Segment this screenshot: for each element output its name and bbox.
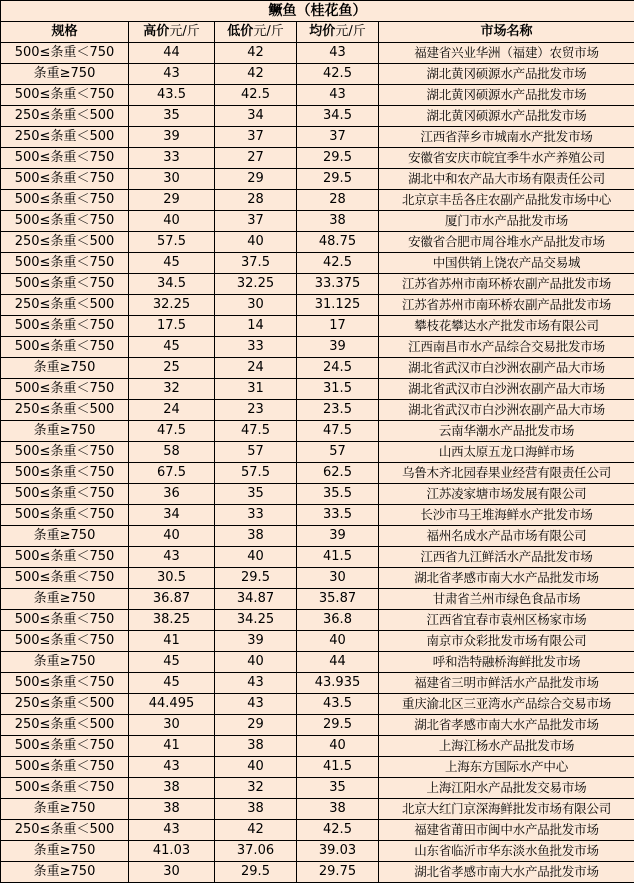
cell-avg-price: 43.5 <box>297 694 379 715</box>
cell-avg-price: 29.5 <box>297 715 379 736</box>
table-title: 鳜鱼（桂花鱼） <box>1 1 634 22</box>
cell-high-price: 30 <box>129 862 215 883</box>
table-row <box>1 778 634 799</box>
cell-high-price: 67.5 <box>129 463 215 484</box>
table-row <box>1 589 634 610</box>
cell-avg-price: 17 <box>297 316 379 337</box>
table-row <box>1 505 634 526</box>
cell-high-price: 57.5 <box>129 232 215 253</box>
cell-high-price: 36 <box>129 484 215 505</box>
table-row <box>1 337 634 358</box>
table-row <box>1 694 634 715</box>
cell-high-price: 45 <box>129 253 215 274</box>
header-avg-label: 均价 <box>309 24 336 39</box>
cell-spec: 250≤条重＜500 <box>1 232 129 253</box>
cell-market: 江西省萍乡市城南水产批发市场 <box>379 127 634 148</box>
cell-low-price: 32.25 <box>215 274 297 295</box>
cell-low-price: 23 <box>215 400 297 421</box>
cell-high-price: 41 <box>129 631 215 652</box>
cell-spec: 500≤条重＜750 <box>1 337 129 358</box>
cell-spec: 条重≥750 <box>1 589 129 610</box>
cell-high-price: 32 <box>129 379 215 400</box>
table-row <box>1 295 634 316</box>
cell-high-price: 45 <box>129 673 215 694</box>
cell-spec: 条重≥750 <box>1 862 129 883</box>
cell-spec: 500≤条重＜750 <box>1 379 129 400</box>
header-spec: 规格 <box>1 22 129 43</box>
cell-market: 中国供销上饶农产品交易城 <box>379 253 634 274</box>
cell-high-price: 43 <box>129 64 215 85</box>
cell-spec: 500≤条重＜750 <box>1 568 129 589</box>
cell-low-price: 30 <box>215 295 297 316</box>
cell-low-price: 37 <box>215 127 297 148</box>
cell-high-price: 43 <box>129 757 215 778</box>
cell-market: 湖北省孝感市南大水产品批发市场 <box>379 862 634 883</box>
cell-avg-price: 29.5 <box>297 148 379 169</box>
cell-avg-price: 48.75 <box>297 232 379 253</box>
cell-high-price: 30.5 <box>129 568 215 589</box>
cell-low-price: 40 <box>215 757 297 778</box>
cell-avg-price: 38 <box>297 799 379 820</box>
cell-spec: 500≤条重＜750 <box>1 316 129 337</box>
cell-low-price: 40 <box>215 232 297 253</box>
table-row <box>1 379 634 400</box>
cell-spec: 500≤条重＜750 <box>1 505 129 526</box>
cell-spec: 500≤条重＜750 <box>1 610 129 631</box>
cell-avg-price: 42.5 <box>297 253 379 274</box>
cell-low-price: 29.5 <box>215 862 297 883</box>
cell-market: 湖北省武汉市白沙洲农副产品大市场 <box>379 379 634 400</box>
cell-spec: 条重≥750 <box>1 358 129 379</box>
header-row <box>1 22 634 43</box>
cell-market: 山西太原五龙口海鲜市场 <box>379 442 634 463</box>
cell-high-price: 45 <box>129 652 215 673</box>
cell-high-price: 58 <box>129 442 215 463</box>
cell-high-price: 30 <box>129 169 215 190</box>
cell-market: 江西省九江鲜活水产品批发市场 <box>379 547 634 568</box>
cell-spec: 250≤条重＜500 <box>1 127 129 148</box>
cell-market: 北京京丰岳各庄农副产品批发市场中心 <box>379 190 634 211</box>
cell-high-price: 40 <box>129 526 215 547</box>
cell-spec: 250≤条重＜500 <box>1 694 129 715</box>
cell-high-price: 24 <box>129 400 215 421</box>
cell-high-price: 30 <box>129 715 215 736</box>
cell-avg-price: 39.03 <box>297 841 379 862</box>
cell-avg-price: 47.5 <box>297 421 379 442</box>
cell-low-price: 42 <box>215 43 297 64</box>
cell-low-price: 31 <box>215 379 297 400</box>
cell-low-price: 40 <box>215 547 297 568</box>
table-row <box>1 652 634 673</box>
cell-low-price: 28 <box>215 190 297 211</box>
cell-market: 福建省莆田市闽中水产品批发市场 <box>379 820 634 841</box>
cell-high-price: 17.5 <box>129 316 215 337</box>
cell-low-price: 38 <box>215 799 297 820</box>
cell-spec: 500≤条重＜750 <box>1 463 129 484</box>
cell-market: 重庆渝北区三亚湾水产品综合交易市场 <box>379 694 634 715</box>
cell-market: 厦门市水产品批发市场 <box>379 211 634 232</box>
cell-market: 湖北黄冈硕源水产品批发市场 <box>379 106 634 127</box>
cell-market: 安徽省安庆市皖宜季牛水产养殖公司 <box>379 148 634 169</box>
cell-high-price: 47.5 <box>129 421 215 442</box>
table-row <box>1 43 634 64</box>
cell-low-price: 32 <box>215 778 297 799</box>
cell-low-price: 39 <box>215 631 297 652</box>
cell-market: 攀枝花攀达水产批发市场有限公司 <box>379 316 634 337</box>
cell-high-price: 38 <box>129 799 215 820</box>
header-avg-price <box>297 22 379 43</box>
cell-spec: 500≤条重＜750 <box>1 442 129 463</box>
cell-market: 安徽省合肥市周谷堆水产品批发市场 <box>379 232 634 253</box>
cell-low-price: 42.5 <box>215 85 297 106</box>
cell-high-price: 43.5 <box>129 85 215 106</box>
cell-avg-price: 43 <box>297 85 379 106</box>
cell-high-price: 32.25 <box>129 295 215 316</box>
cell-market: 乌鲁木齐北园春果业经营有限责任公司 <box>379 463 634 484</box>
table-row <box>1 169 634 190</box>
cell-high-price: 35 <box>129 106 215 127</box>
table-row <box>1 421 634 442</box>
cell-avg-price: 43 <box>297 43 379 64</box>
cell-market: 湖北省孝感市南大水产品批发市场 <box>379 568 634 589</box>
cell-market: 上海江杨水产品批发市场 <box>379 736 634 757</box>
table-row <box>1 127 634 148</box>
header-high-price <box>129 22 215 43</box>
cell-market: 云南华潮水产品批发市场 <box>379 421 634 442</box>
cell-avg-price: 33.375 <box>297 274 379 295</box>
cell-market: 湖北省孝感市南大水产品批发市场 <box>379 715 634 736</box>
cell-avg-price: 34.5 <box>297 106 379 127</box>
cell-low-price: 43 <box>215 694 297 715</box>
cell-low-price: 37.5 <box>215 253 297 274</box>
cell-low-price: 29.5 <box>215 568 297 589</box>
table-row <box>1 610 634 631</box>
cell-low-price: 34.25 <box>215 610 297 631</box>
cell-low-price: 42 <box>215 820 297 841</box>
cell-market: 湖北中和农产品大市场有限责任公司 <box>379 169 634 190</box>
cell-spec: 250≤条重＜500 <box>1 715 129 736</box>
cell-low-price: 42 <box>215 64 297 85</box>
cell-market: 上海东方国际水产中心 <box>379 757 634 778</box>
cell-high-price: 44.495 <box>129 694 215 715</box>
cell-market: 北京大红门京深海鲜批发市场有限公司 <box>379 799 634 820</box>
cell-spec: 500≤条重＜750 <box>1 673 129 694</box>
table-row <box>1 400 634 421</box>
table-row <box>1 862 634 883</box>
cell-market: 上海江阳水产品批发交易市场 <box>379 778 634 799</box>
cell-spec: 250≤条重＜500 <box>1 400 129 421</box>
cell-high-price: 36.87 <box>129 589 215 610</box>
table-row <box>1 463 634 484</box>
cell-spec: 条重≥750 <box>1 421 129 442</box>
cell-avg-price: 41.5 <box>297 757 379 778</box>
cell-low-price: 38 <box>215 526 297 547</box>
cell-avg-price: 35.87 <box>297 589 379 610</box>
cell-high-price: 43 <box>129 547 215 568</box>
cell-market: 湖北省武汉市白沙洲农副产品大市场 <box>379 400 634 421</box>
table-row <box>1 715 634 736</box>
table-row <box>1 85 634 106</box>
cell-low-price: 38 <box>215 736 297 757</box>
cell-low-price: 35 <box>215 484 297 505</box>
cell-market: 江西省宜春市袁州区杨家市场 <box>379 610 634 631</box>
table-row <box>1 106 634 127</box>
table-row <box>1 673 634 694</box>
cell-low-price: 29 <box>215 715 297 736</box>
cell-avg-price: 31.5 <box>297 379 379 400</box>
table-row <box>1 190 634 211</box>
title-row <box>1 1 634 22</box>
cell-avg-price: 39 <box>297 526 379 547</box>
cell-avg-price: 62.5 <box>297 463 379 484</box>
cell-market: 长沙市马王堆海鲜水产批发市场 <box>379 505 634 526</box>
table-row <box>1 442 634 463</box>
cell-market: 南京市众彩批发市场有限公司 <box>379 631 634 652</box>
cell-market: 福建省兴业华洲（福建）农贸市场 <box>379 43 634 64</box>
table-row <box>1 631 634 652</box>
cell-spec: 500≤条重＜750 <box>1 211 129 232</box>
cell-high-price: 25 <box>129 358 215 379</box>
cell-avg-price: 42.5 <box>297 820 379 841</box>
cell-low-price: 37.06 <box>215 841 297 862</box>
cell-high-price: 44 <box>129 43 215 64</box>
table-row <box>1 526 634 547</box>
cell-high-price: 34 <box>129 505 215 526</box>
cell-low-price: 24 <box>215 358 297 379</box>
cell-avg-price: 40 <box>297 631 379 652</box>
cell-low-price: 47.5 <box>215 421 297 442</box>
cell-spec: 500≤条重＜750 <box>1 547 129 568</box>
cell-market: 湖北省武汉市白沙洲农副产品大市场 <box>379 358 634 379</box>
table-row <box>1 484 634 505</box>
cell-low-price: 14 <box>215 316 297 337</box>
cell-low-price: 33 <box>215 505 297 526</box>
cell-market: 山东省临沂市华东淡水鱼批发市场 <box>379 841 634 862</box>
cell-high-price: 43 <box>129 820 215 841</box>
cell-market: 呼和浩特融桥海鲜批发市场 <box>379 652 634 673</box>
table-row <box>1 757 634 778</box>
cell-avg-price: 44 <box>297 652 379 673</box>
cell-low-price: 37 <box>215 211 297 232</box>
cell-avg-price: 33.5 <box>297 505 379 526</box>
table-row <box>1 547 634 568</box>
table-row <box>1 841 634 862</box>
cell-market: 江苏省苏州市南环桥农副产品批发市场 <box>379 295 634 316</box>
cell-high-price: 34.5 <box>129 274 215 295</box>
table-row <box>1 358 634 379</box>
table-row <box>1 211 634 232</box>
header-high-unit: 元/斤 <box>169 24 200 39</box>
cell-avg-price: 41.5 <box>297 547 379 568</box>
cell-high-price: 45 <box>129 337 215 358</box>
cell-avg-price: 24.5 <box>297 358 379 379</box>
table-row <box>1 799 634 820</box>
cell-avg-price: 43.935 <box>297 673 379 694</box>
table-row <box>1 736 634 757</box>
cell-high-price: 38.25 <box>129 610 215 631</box>
cell-spec: 500≤条重＜750 <box>1 169 129 190</box>
table-row <box>1 568 634 589</box>
header-high-label: 高价 <box>143 24 170 39</box>
cell-market: 湖北黄冈硕源水产品批发市场 <box>379 64 634 85</box>
cell-high-price: 38 <box>129 778 215 799</box>
cell-low-price: 33 <box>215 337 297 358</box>
cell-avg-price: 39 <box>297 337 379 358</box>
cell-high-price: 39 <box>129 127 215 148</box>
table-row <box>1 274 634 295</box>
cell-spec: 条重≥750 <box>1 652 129 673</box>
cell-low-price: 34.87 <box>215 589 297 610</box>
cell-avg-price: 42.5 <box>297 64 379 85</box>
cell-avg-price: 57 <box>297 442 379 463</box>
cell-market: 江苏省苏州市南环桥农副产品批发市场 <box>379 274 634 295</box>
cell-low-price: 57.5 <box>215 463 297 484</box>
cell-spec: 500≤条重＜750 <box>1 274 129 295</box>
cell-spec: 500≤条重＜750 <box>1 253 129 274</box>
cell-avg-price: 40 <box>297 736 379 757</box>
cell-avg-price: 36.8 <box>297 610 379 631</box>
cell-market: 湖北黄冈硕源水产品批发市场 <box>379 85 634 106</box>
cell-low-price: 29 <box>215 169 297 190</box>
cell-avg-price: 35 <box>297 778 379 799</box>
cell-high-price: 29 <box>129 190 215 211</box>
cell-avg-price: 29.5 <box>297 169 379 190</box>
header-market: 市场名称 <box>379 22 634 43</box>
table-row <box>1 820 634 841</box>
cell-spec: 条重≥750 <box>1 64 129 85</box>
cell-spec: 条重≥750 <box>1 526 129 547</box>
cell-spec: 500≤条重＜750 <box>1 43 129 64</box>
cell-spec: 500≤条重＜750 <box>1 190 129 211</box>
cell-spec: 250≤条重＜500 <box>1 820 129 841</box>
table-row <box>1 232 634 253</box>
cell-avg-price: 28 <box>297 190 379 211</box>
table-row <box>1 148 634 169</box>
cell-avg-price: 31.125 <box>297 295 379 316</box>
table-row <box>1 64 634 85</box>
header-low-label: 低价 <box>227 24 254 39</box>
header-avg-unit: 元/斤 <box>335 24 366 39</box>
cell-low-price: 34 <box>215 106 297 127</box>
cell-high-price: 41.03 <box>129 841 215 862</box>
cell-low-price: 40 <box>215 652 297 673</box>
cell-avg-price: 35.5 <box>297 484 379 505</box>
cell-avg-price: 23.5 <box>297 400 379 421</box>
cell-market: 甘肃省兰州市绿色食品市场 <box>379 589 634 610</box>
header-low-price <box>215 22 297 43</box>
table-row <box>1 253 634 274</box>
cell-low-price: 43 <box>215 673 297 694</box>
cell-spec: 500≤条重＜750 <box>1 631 129 652</box>
table-row <box>1 316 634 337</box>
cell-avg-price: 37 <box>297 127 379 148</box>
cell-market: 江苏凌家塘市场发展有限公司 <box>379 484 634 505</box>
cell-market: 福州名成水产品市场有限公司 <box>379 526 634 547</box>
cell-spec: 条重≥750 <box>1 841 129 862</box>
cell-spec: 250≤条重＜500 <box>1 295 129 316</box>
cell-spec: 500≤条重＜750 <box>1 148 129 169</box>
cell-spec: 500≤条重＜750 <box>1 736 129 757</box>
cell-spec: 条重≥750 <box>1 799 129 820</box>
cell-spec: 500≤条重＜750 <box>1 85 129 106</box>
header-low-unit: 元/斤 <box>253 24 284 39</box>
cell-low-price: 57 <box>215 442 297 463</box>
cell-high-price: 41 <box>129 736 215 757</box>
cell-spec: 500≤条重＜750 <box>1 778 129 799</box>
cell-market: 江西南昌市水产品综合交易批发市场 <box>379 337 634 358</box>
cell-high-price: 40 <box>129 211 215 232</box>
cell-high-price: 33 <box>129 148 215 169</box>
cell-spec: 500≤条重＜750 <box>1 484 129 505</box>
cell-avg-price: 38 <box>297 211 379 232</box>
cell-low-price: 27 <box>215 148 297 169</box>
cell-spec: 250≤条重＜500 <box>1 106 129 127</box>
cell-market: 福建省三明市鲜活水产品批发市场 <box>379 673 634 694</box>
cell-avg-price: 30 <box>297 568 379 589</box>
cell-spec: 500≤条重＜750 <box>1 757 129 778</box>
cell-avg-price: 29.75 <box>297 862 379 883</box>
